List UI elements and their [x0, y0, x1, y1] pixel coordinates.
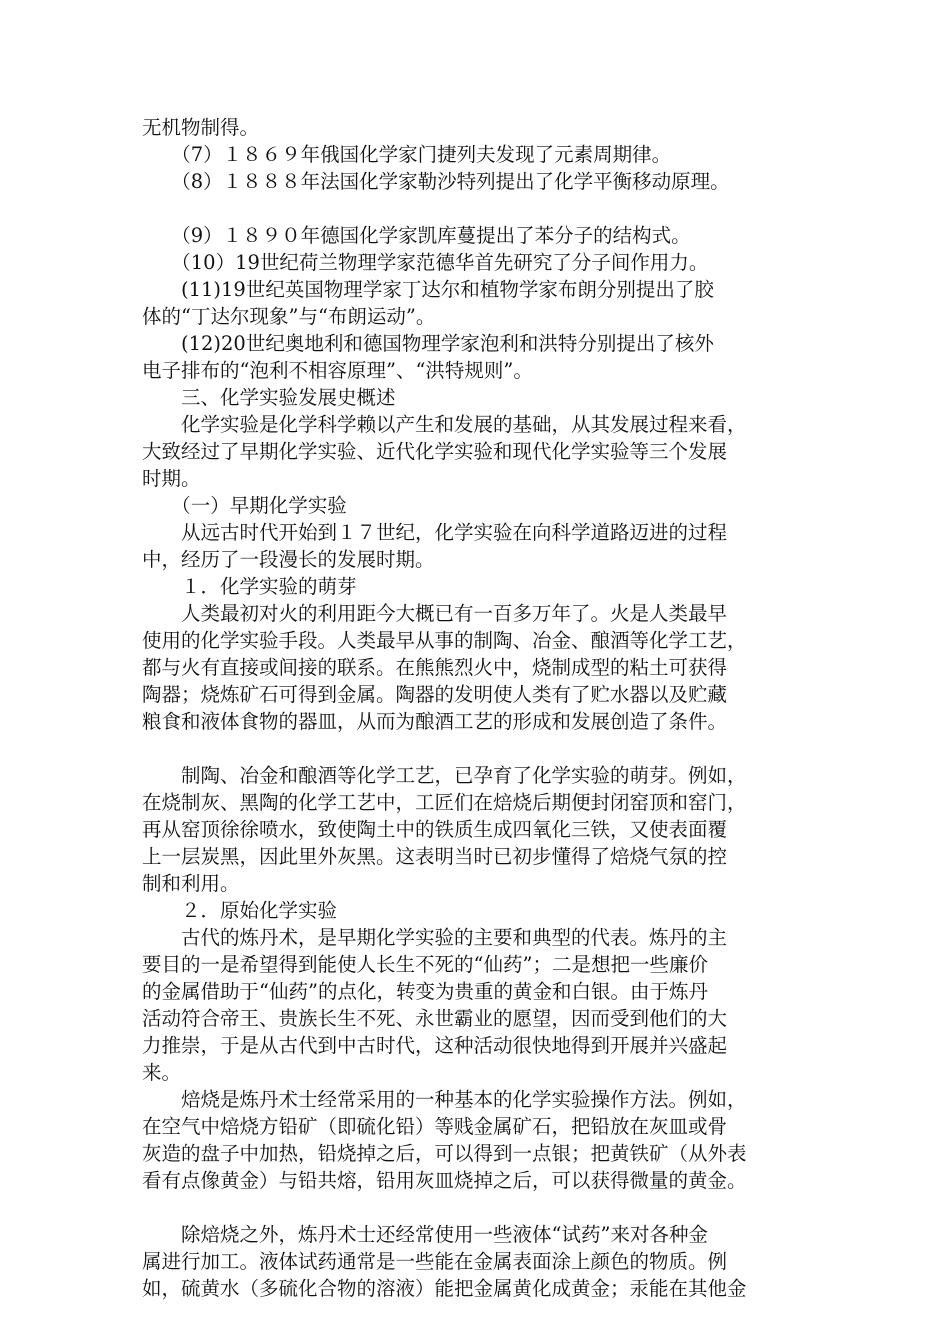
text-line: １．化学实验的萌芽	[142, 575, 357, 598]
text-line: 电子排布的“泡利不相容原理”、“洪特规则”。	[142, 359, 533, 382]
text-line: （7）１８６９年俄国化学家门捷列夫发现了元素周期律。	[142, 143, 672, 166]
text-line: 制和利用。	[142, 872, 240, 895]
text-line: 无机物制得。	[142, 116, 260, 139]
text-line: （一）早期化学实验	[142, 494, 347, 517]
text-line: (11)19世纪英国物理学家丁达尔和植物学家布朗分别提出了胶	[142, 278, 714, 301]
text-line: 陶器；烧炼矿石可得到金属。陶器的发明使人类有了贮水器以及贮藏	[142, 683, 728, 706]
text-line: 力推崇，于是从古代到中古时代，这种活动很快地得到开展并兴盛起	[142, 1034, 728, 1057]
text-line: 三、化学实验发展史概述	[142, 386, 396, 409]
document-body	[142, 114, 810, 1302]
text-line: 化学实验是化学科学赖以产生和发展的基础，从其发展过程来看，	[142, 413, 747, 436]
text-line: 时期。	[142, 467, 201, 490]
paragraph-gap	[142, 1194, 810, 1221]
text-line: （8）１８８８年法国化学家勒沙特列提出了化学平衡移动原理。	[142, 170, 730, 193]
text-line: 灰造的盘子中加热，铅烧掉之后，可以得到一点银；把黄铁矿（从外表	[142, 1142, 747, 1165]
paragraph-gap	[142, 735, 810, 762]
text-line: 再从窑顶徐徐喷水，致使陶土中的铁质生成四氧化三铁，又使表面覆	[142, 818, 728, 841]
text-line: 上一层炭黑，因此里外灰黑。这表明当时已初步懂得了焙烧气氛的控	[142, 845, 728, 868]
text-line: 的金属借助于“仙药”的点化，转变为贵重的黄金和白银。由于炼丹	[142, 980, 708, 1003]
text-line: 来。	[142, 1061, 182, 1084]
text-line: 体的“丁达尔现象”与“布朗运动”。	[142, 305, 436, 328]
text-line: 古代的炼丹术，是早期化学实验的主要和典型的代表。炼丹的主	[142, 926, 728, 949]
text-line: 大致经过了早期化学实验、近代化学实验和现代化学实验等三个发展	[142, 440, 728, 463]
text-line: （10）19世纪荷兰物理学家范德华首先研究了分子间作用力。	[142, 251, 709, 274]
text-line: 属进行加工。液体试药通常是一些能在金属表面涂上颜色的物质。例	[142, 1250, 728, 1273]
text-line: 都与火有直接或间接的联系。在熊熊烈火中，烧制成型的粘土可获得	[142, 656, 728, 679]
text-line: 活动符合帝王、贵族长生不死、永世霸业的愿望，因而受到他们的大	[142, 1007, 728, 1030]
text-line: 人类最初对火的利用距今大概已有一百多万年了。火是人类最早	[142, 602, 728, 625]
text-line: 在空气中焙烧方铅矿（即硫化铅）等贱金属矿石，把铅放在灰皿或骨	[142, 1115, 728, 1138]
text-line: 中，经历了一段漫长的发展时期。	[142, 548, 435, 571]
text-line: ２．原始化学实验	[142, 899, 338, 922]
text-line: 除焙烧之外，炼丹术士还经常使用一些液体“试药”来对各种金	[142, 1223, 708, 1246]
text-line: 在烧制灰、黑陶的化学工艺中，工匠们在焙烧后期便封闭窑顶和窑门，	[142, 791, 747, 814]
text-line: 制陶、冶金和酿酒等化学工艺，已孕育了化学实验的萌芽。例如，	[142, 764, 747, 787]
text-line: 使用的化学实验手段。人类最早从事的制陶、冶金、酿酒等化学工艺，	[142, 629, 747, 652]
text-line: 要目的一是希望得到能使人长生不死的“仙药”；二是想把一些廉价	[142, 953, 708, 976]
text-line: （9）１８９０年德国化学家凯库蔓提出了苯分子的结构式。	[142, 224, 691, 247]
text-line: 从远古时代开始到１７世纪，化学实验在向科学道路迈进的过程	[142, 521, 728, 544]
text-line: 如，硫黄水（多硫化合物的溶液）能把金属黄化成黄金；汞能在其他金	[142, 1277, 747, 1300]
text-line: 粮食和液体食物的器皿，从而为酿酒工艺的形成和发展创造了条件。	[142, 710, 728, 733]
text-line: 看有点像黄金）与铅共熔，铅用灰皿烧掉之后，可以获得微量的黄金。	[142, 1169, 747, 1192]
text-line: (12)20世纪奥地利和德国物理学家泡利和洪特分别提出了核外	[142, 332, 714, 355]
text-line: 焙烧是炼丹术士经常采用的一种基本的化学实验操作方法。例如，	[142, 1088, 747, 1111]
paragraph-gap	[142, 195, 810, 222]
